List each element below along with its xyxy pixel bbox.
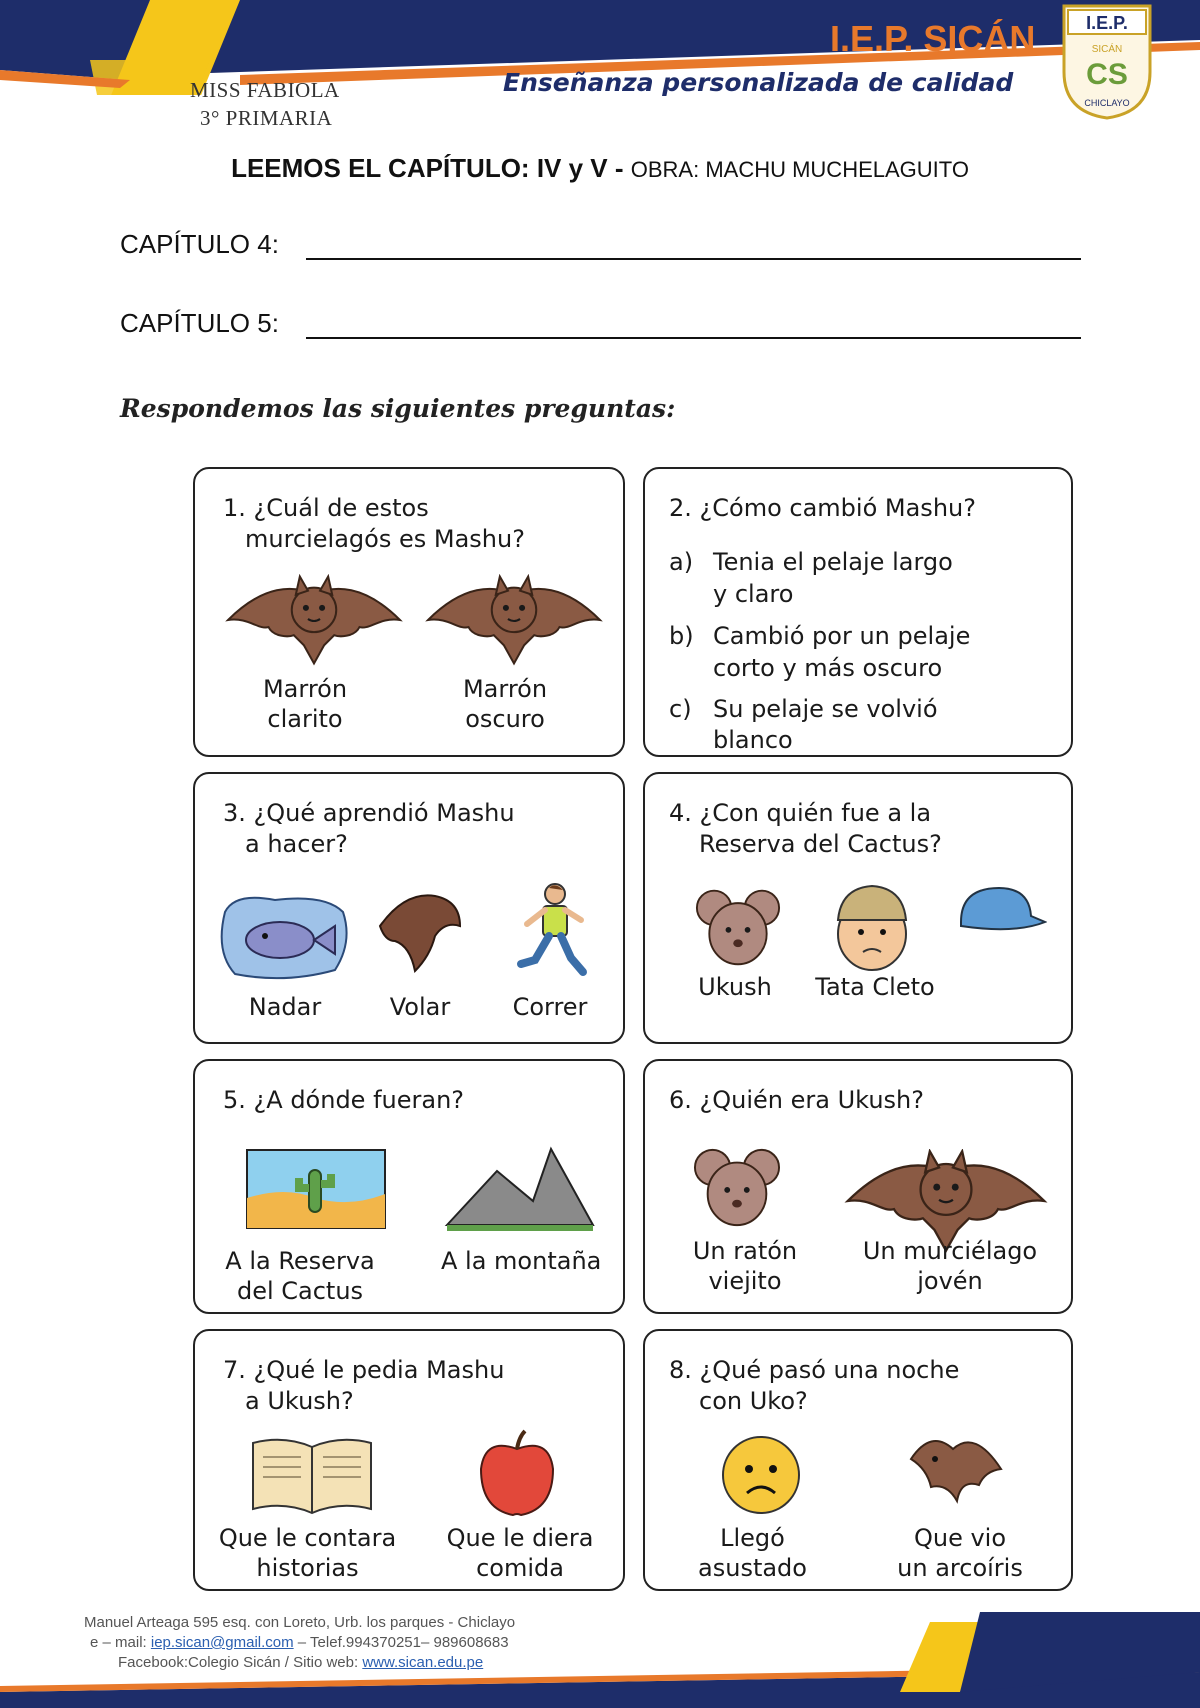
option-text: blanco	[713, 726, 793, 754]
footer-facebook: Facebook:Colegio Sicán / Sitio web:	[118, 1654, 363, 1671]
option-text: corto y más oscuro	[713, 654, 943, 682]
footer-email-link[interactable]: iep.sican@gmail.com	[150, 1634, 294, 1651]
option-label: Marrón	[462, 675, 548, 703]
option-label: A la Reserva	[225, 1247, 375, 1275]
question-text-cont: a Ukush?	[245, 1387, 354, 1415]
school-name: I.E.P. SICÁN	[830, 18, 1036, 59]
footer-website-link[interactable]: www.sican.edu.pe	[362, 1654, 484, 1671]
option-label: Nadar	[248, 993, 322, 1021]
option-label: Que le diera	[446, 1524, 594, 1552]
logo-mid-text: SICÁN	[1091, 44, 1123, 55]
question-card-4	[643, 772, 1073, 1044]
option-label: A la montaña	[441, 1247, 602, 1275]
option-label: historias	[256, 1554, 359, 1582]
mouse-icon[interactable]	[693, 1143, 781, 1231]
option-text: Cambió por un pelaje	[713, 622, 971, 650]
option-text: y claro	[713, 580, 794, 608]
question-card-1	[193, 467, 625, 757]
blue-cap-icon[interactable]	[955, 882, 1047, 942]
question-text-cont: Reserva del Cactus?	[699, 830, 942, 858]
question-text: 6. ¿Quién era Ukush?	[669, 1086, 924, 1114]
option-label: clarito	[267, 705, 343, 733]
option-label: Volar	[389, 993, 451, 1021]
question-card-8	[643, 1329, 1073, 1591]
question-text: 7. ¿Qué le pedia Mashu	[223, 1356, 505, 1384]
logo-bottom-text: CHICLAYO	[1084, 98, 1130, 108]
question-text-cont: con Uko?	[699, 1387, 808, 1415]
option-label: Ukush	[698, 973, 772, 1001]
footer-phone: – Telef.994370251– 989608683	[293, 1634, 509, 1651]
flying-bat-icon[interactable]	[375, 886, 465, 976]
option-label: viejito	[708, 1267, 782, 1295]
title-obra: OBRA: MACHU MUCHELAGUITO	[630, 157, 969, 182]
chapter-5-label: CAPÍTULO 5:	[120, 308, 279, 338]
option-label: un arcoíris	[897, 1554, 1023, 1582]
option-label: comida	[476, 1554, 564, 1582]
question-card-2	[643, 467, 1073, 757]
footer-address: Manuel Arteaga 595 esq. con Loreto, Urb. los parques - Chiclayo	[84, 1614, 516, 1631]
question-text: 1. ¿Cuál de estos	[223, 494, 429, 522]
bat-light-icon[interactable]	[223, 574, 405, 666]
mouse-icon[interactable]	[695, 884, 781, 970]
question-card-7	[193, 1329, 625, 1591]
question-text-cont: a hacer?	[245, 830, 348, 858]
option-label: Que le contara	[218, 1524, 397, 1552]
option-text: Su pelaje se volvió	[713, 695, 938, 723]
option-text: Tenia el pelaje largo	[713, 548, 953, 576]
logo-top-text: I.E.P.	[1086, 13, 1128, 33]
footer-web	[118, 1654, 483, 1671]
school-slogan: Enseñanza personalizada de calidad	[503, 68, 1014, 97]
old-man-icon[interactable]	[829, 880, 915, 974]
footer-email-label: e – mail:	[90, 1634, 151, 1651]
option-label: Llegó	[720, 1524, 785, 1552]
scared-bat-icon[interactable]	[901, 1429, 1007, 1515]
option-label: jovén	[917, 1267, 983, 1295]
option-label: oscuro	[465, 705, 545, 733]
question-text: 2. ¿Cómo cambió Mashu?	[669, 494, 976, 522]
question-card-3	[193, 772, 625, 1044]
chapter-4-label: CAPÍTULO 4:	[120, 229, 279, 259]
option-label: Tata Cleto	[815, 973, 935, 1001]
question-text: 4. ¿Con quién fue a la	[669, 799, 932, 827]
sad-face-icon[interactable]	[719, 1433, 803, 1517]
question-text-cont: murcielagós es Mashu?	[245, 525, 525, 553]
question-text: 8. ¿Qué pasó una noche	[669, 1356, 960, 1384]
title-main: LEEMOS EL CAPÍTULO: IV y V -	[231, 153, 631, 183]
question-card-6	[643, 1059, 1073, 1314]
instructions: Respondemos las siguientes preguntas:	[120, 394, 676, 423]
grade-label: 3° PRIMARIA	[200, 106, 333, 130]
option-letter-c[interactable]: c)	[669, 695, 692, 723]
logo-initials: CS	[1086, 58, 1128, 91]
teacher-name: MISS FABIOLA	[190, 78, 340, 102]
option-letter-a[interactable]: a)	[669, 548, 694, 576]
chapter-4-answer-line[interactable]	[306, 258, 1081, 260]
footer-contact	[90, 1634, 509, 1651]
school-logo	[1060, 2, 1154, 120]
option-label: Correr	[512, 993, 588, 1021]
option-label: Un ratón	[692, 1237, 798, 1265]
option-letter-b[interactable]: b)	[669, 622, 694, 650]
option-label: Marrón	[262, 675, 348, 703]
swimming-fish-icon[interactable]	[215, 892, 353, 982]
option-label: del Cactus	[236, 1277, 364, 1305]
question-text: 3. ¿Qué aprendió Mashu	[223, 799, 515, 827]
running-boy-icon[interactable]	[505, 882, 595, 980]
chapter-5-answer-line[interactable]	[306, 337, 1081, 339]
option-label: Un murciélago	[862, 1237, 1038, 1265]
question-text: 5. ¿A dónde fueran?	[223, 1086, 465, 1114]
option-label: asustado	[698, 1554, 807, 1582]
bat-dark-icon[interactable]	[423, 574, 605, 666]
option-label: Que vio	[913, 1524, 1007, 1552]
apple-icon[interactable]	[475, 1429, 559, 1519]
mountain-icon[interactable]	[443, 1141, 595, 1233]
page-title	[0, 153, 1200, 184]
open-book-icon[interactable]	[249, 1435, 375, 1517]
cactus-reserve-icon[interactable]	[245, 1148, 387, 1230]
question-card-5	[193, 1059, 625, 1314]
